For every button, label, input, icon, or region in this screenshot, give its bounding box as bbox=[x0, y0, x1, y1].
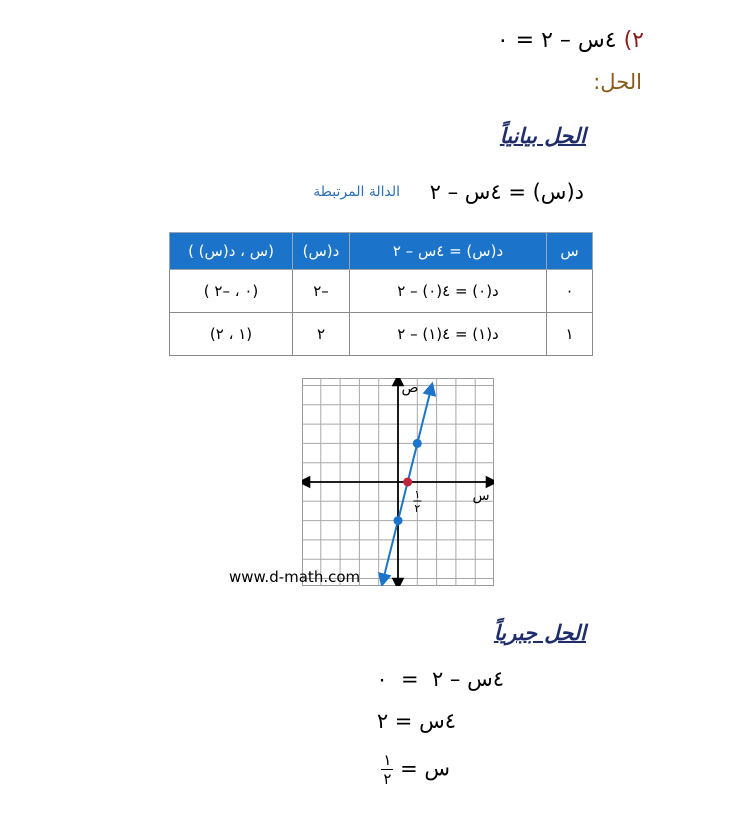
question-equation: ٤س – ٢ = ٠ bbox=[496, 28, 617, 53]
table-cell: (١ ، ٢) bbox=[170, 313, 293, 356]
y-axis-label: ص bbox=[401, 380, 419, 396]
fraction-numerator: ١ bbox=[383, 751, 392, 769]
values-table bbox=[169, 232, 593, 356]
step-lhs: ٤س – ٢ bbox=[431, 667, 504, 691]
function-note: الدالة المرتبطة bbox=[313, 184, 400, 200]
table-row bbox=[170, 313, 593, 356]
table-cell: ٢ bbox=[293, 313, 350, 356]
fraction-denominator: ٢ bbox=[383, 770, 392, 788]
algebraic-solution-heading: الحل جبرياً bbox=[493, 620, 586, 645]
table-cell: ٠ bbox=[547, 270, 593, 313]
root-label-denominator: ٢ bbox=[414, 502, 421, 515]
graphical-solution-heading: الحل بيانياً bbox=[499, 123, 586, 148]
algebra-step-2: ٤س = ٢ bbox=[376, 709, 456, 733]
table-cell: د(١) = ٤(١) – ٢ bbox=[350, 313, 547, 356]
algebra-step-1: ٤س – ٢ = ٠ bbox=[376, 667, 504, 691]
step-rhs: ٢ bbox=[376, 709, 389, 733]
function-definition: د(س) = ٤س – ٢ bbox=[429, 180, 584, 204]
root-label-numerator: ١ bbox=[414, 488, 421, 501]
table-cell: د(٠) = ٤(٠) – ٢ bbox=[350, 270, 547, 313]
step-rhs: ٠ bbox=[376, 667, 388, 691]
question-number: ٢) bbox=[623, 28, 644, 53]
coordinate-graph bbox=[302, 378, 494, 586]
step-lhs: س bbox=[424, 756, 450, 781]
table-header-row bbox=[170, 233, 593, 270]
data-point bbox=[394, 516, 403, 525]
table-header: (س ، د(س) ) bbox=[170, 233, 293, 270]
table-cell: ١ bbox=[547, 313, 593, 356]
table-cell: (٠ ، –٢ ) bbox=[170, 270, 293, 313]
data-point bbox=[413, 439, 422, 448]
step-lhs: ٤س bbox=[419, 709, 456, 733]
table-header: د(س) = ٤س – ٢ bbox=[350, 233, 547, 270]
x-axis-label: س bbox=[472, 488, 490, 504]
table-header: س bbox=[547, 233, 593, 270]
algebra-step-3: س = $\frac{١}{٢}$ bbox=[383, 751, 450, 788]
watermark: www.d-math.com bbox=[229, 568, 361, 586]
solution-label: الحل: bbox=[593, 70, 642, 94]
table-cell: –٢ bbox=[293, 270, 350, 313]
root-point bbox=[403, 478, 412, 487]
table-header: د(س) bbox=[293, 233, 350, 270]
step-rhs-fraction bbox=[381, 752, 393, 787]
question-line bbox=[497, 28, 644, 53]
table-row bbox=[170, 270, 593, 313]
